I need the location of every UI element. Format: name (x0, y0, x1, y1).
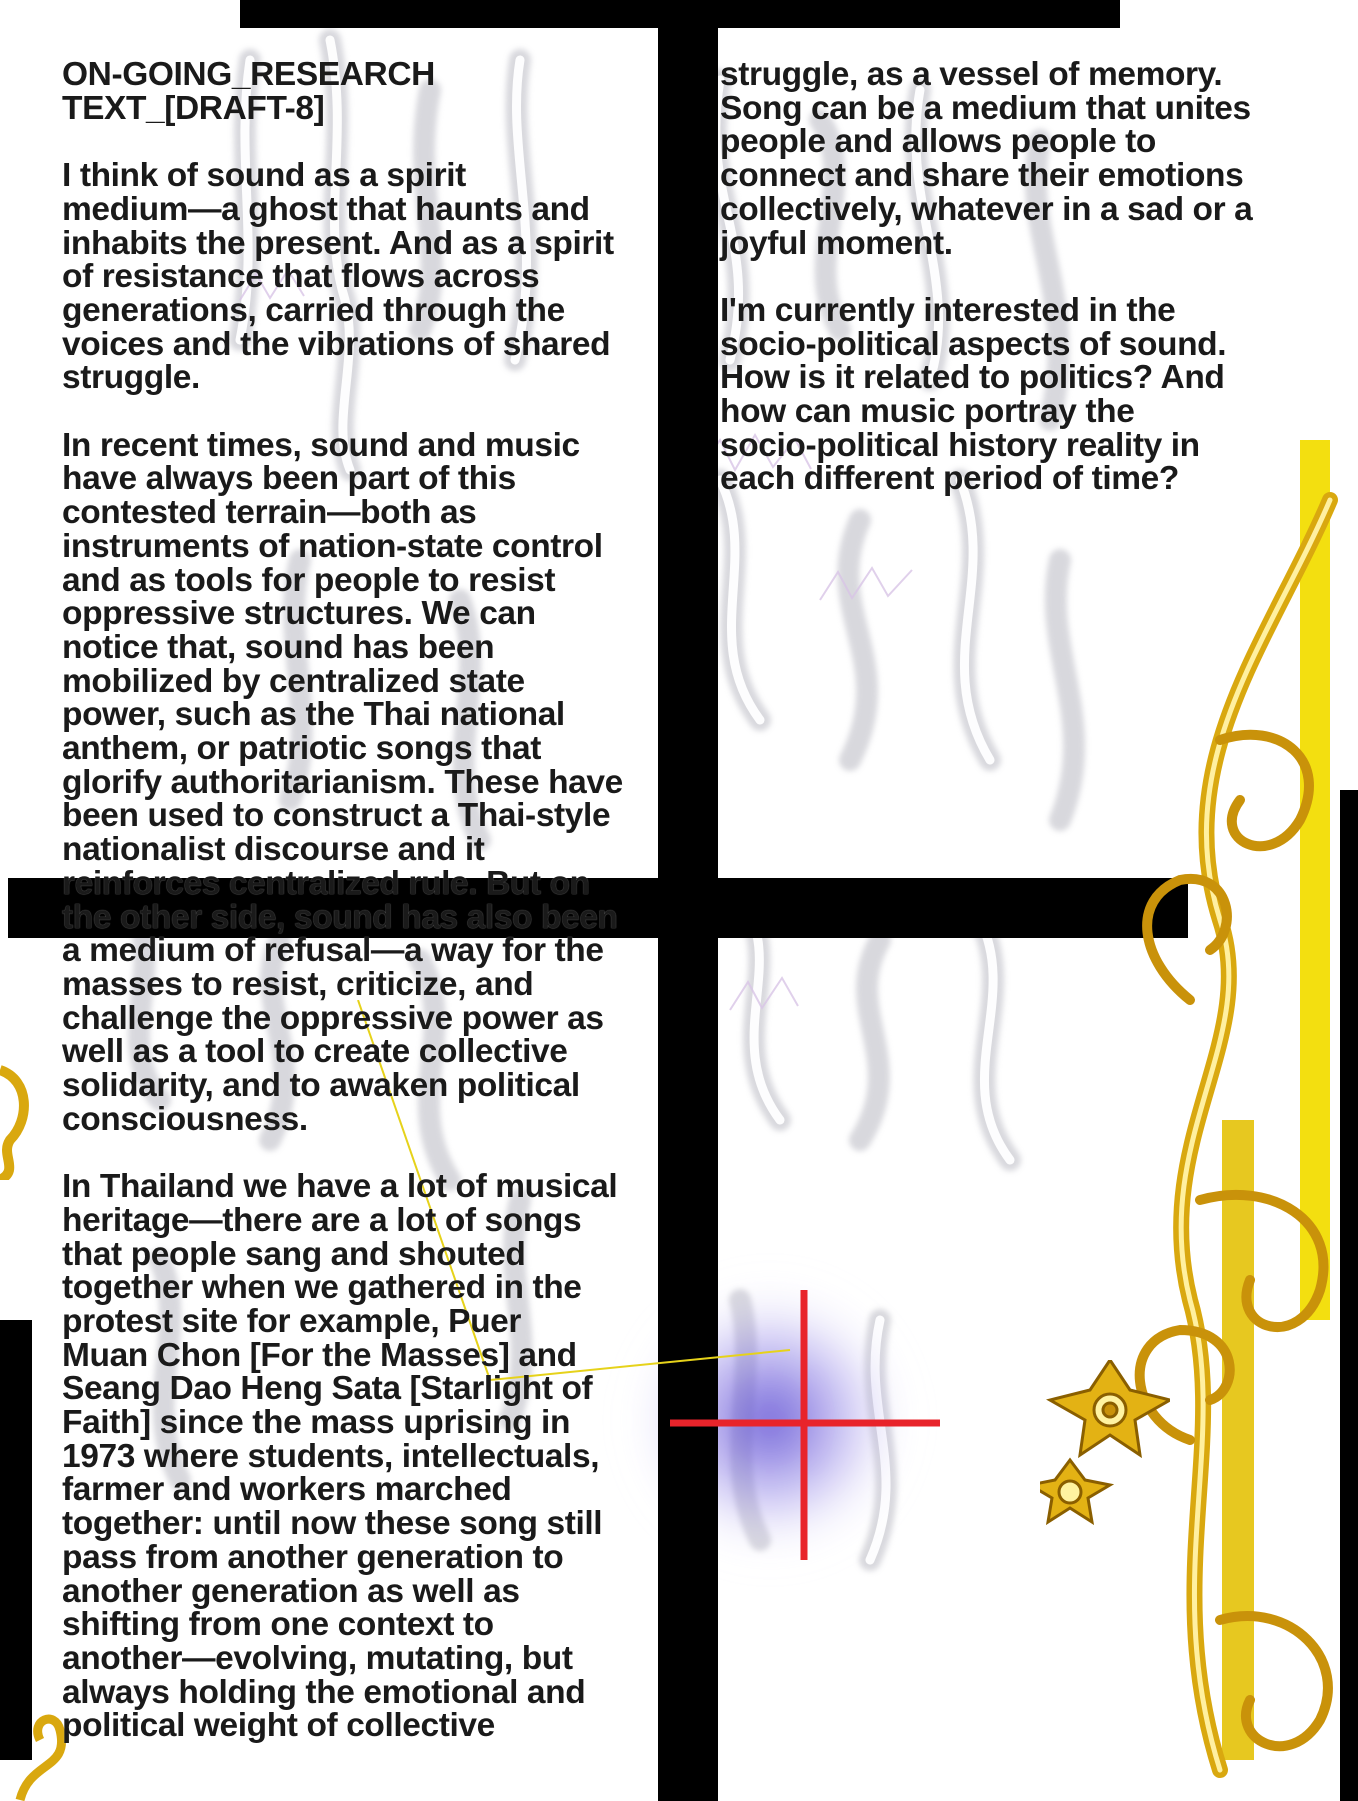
paragraph: I'm currently interested in the socio-political aspects of sound. How is it related to politics? And how can music portray the socio-political history reality in each different period of time? (720, 291, 1227, 498)
left-edge-bar (0, 1320, 32, 1760)
gold-thai-ornament (1130, 440, 1358, 1801)
top-black-bar (240, 0, 1120, 28)
paragraph: I think of sound as a spirit medium—a ghost that haunts and inhabits the present. And as a spirit of resistance that flows across generations, carried through the voices and the vibrations of shared struggle. (62, 157, 614, 397)
left-text-column (62, 58, 672, 1777)
paragraph: In Thailand we have a lot of musical heritage—there are a lot of songs that people sang and shouted together when we gathered in the protest site for example, Puer Muan Chon [For the Masses] and Seang Dao Heng Sata [Starlight of Faith] since the mass uprising in 1973 where students, intellectuals, farmer and workers marched together: until now these song still pass from another generation to another generation as well as shifting from one context to another—evolving, mutating, but always holding the emotional and political weight of collective (62, 1168, 618, 1745)
paragraph: In recent times, sound and music have always been part of this contested terrain—both as instruments of nation-state control and as tools for people to resist oppressive structures. We can notice that, sound has been mobilized by centralized state power, such as the Thai national anthem, or patriotic songs that glorify authoritarianism. These have been used to construct a Thai-style nationalist discourse and it reinforces centralized rule. But on the other side, sound has also been a medium of refusal—a way for the masses to resist, criticize, and challenge the oppressive power as well as a tool to create collective solidarity, and to awaken political consciousness. (62, 426, 623, 1138)
page-title: ON-GOING_RESEARCH TEXT_[DRAFT-8] (62, 56, 435, 127)
gold-thai-ornament-left (0, 1060, 30, 1180)
right-text-column (720, 58, 1340, 530)
paragraph: struggle, as a vessel of memory. Song can be a medium that unites people and allows people to connect and share their emotions collectively, whatever in a sad or a joyful moment. (720, 56, 1253, 262)
gold-flower-ornament (1040, 1360, 1170, 1540)
